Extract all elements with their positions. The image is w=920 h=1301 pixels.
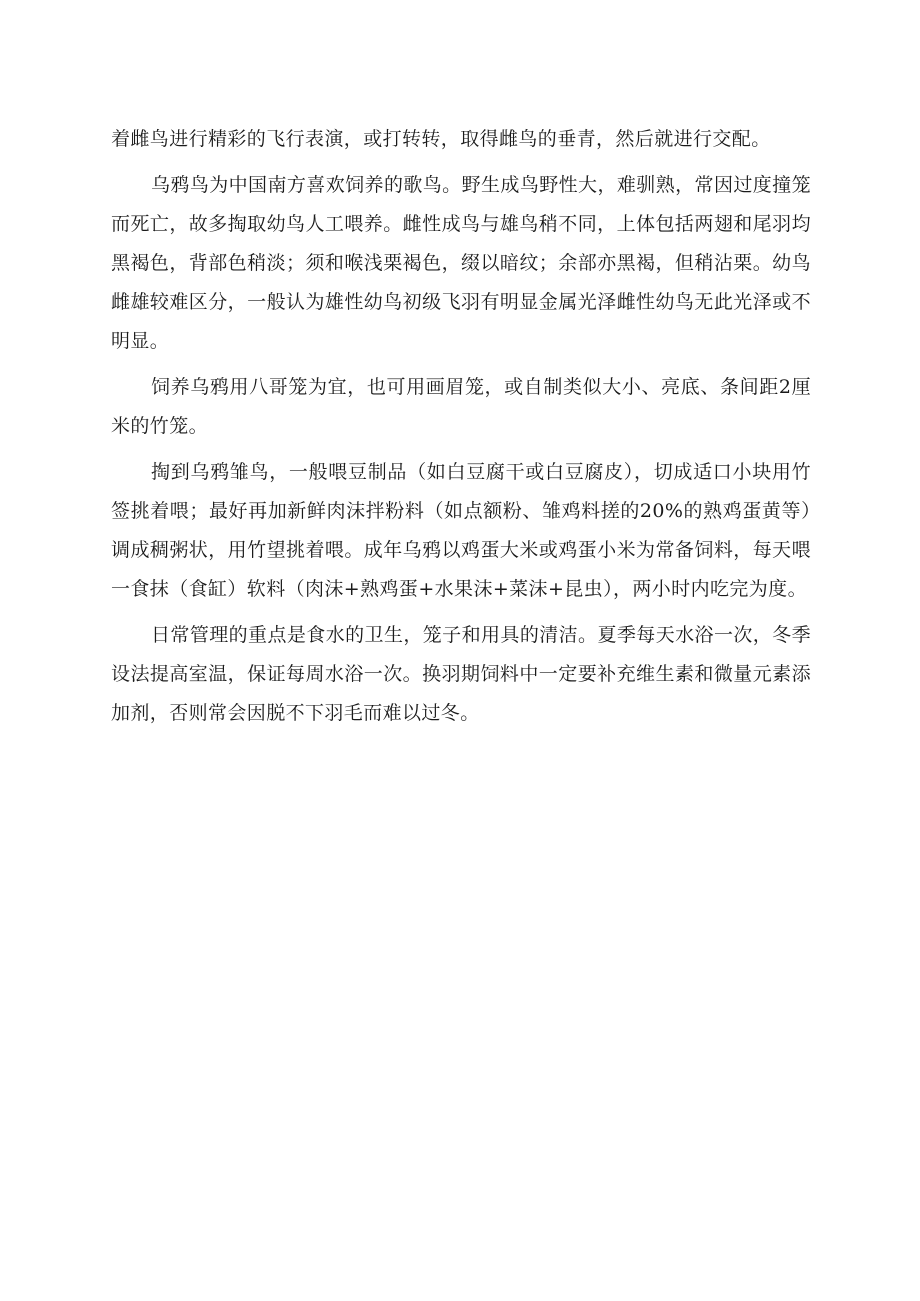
- paragraph-feeding: 掏到乌鸦雏鸟，一般喂豆制品（如白豆腐干或白豆腐皮），切成适口小块用竹签挑着喂；最好再加新鲜肉沫拌粉料（如点额粉、雏鸡料搓的20%的熟鸡蛋黄等）调成稠粥状，用竹望挑着喂。成年乌鸦以鸡蛋大米或鸡蛋小米为常备饲料，每天喂一食抹（食缸）软料（肉沫+熟鸡蛋+水果沫+菜沫+昆虫），两小时内吃完为度。: [111, 461, 811, 600]
- document-body: [111, 120, 811, 740]
- paragraph-daily-care: 日常管理的重点是食水的卫生，笼子和用具的清洁。夏季每天水浴一次，冬季设法提高室温，保证每周水浴一次。换羽期饲料中一定要补充维生素和微量元素添加剂，否则常会因脱不下羽毛而难以过冬。: [111, 624, 811, 724]
- paragraph-continuation: 着雌鸟进行精彩的飞行表演，或打转转，取得雌鸟的垂青，然后就进行交配。: [111, 128, 771, 150]
- paragraph-crow-description: 乌鸦鸟为中国南方喜欢饲养的歌鸟。野生成鸟野性大，难驯熟，常因过度撞笼而死亡，故多掏取幼鸟人工喂养。雌性成鸟与雄鸟稍不同，上体包括两翅和尾羽均黑褐色，背部色稍淡；须和喉浅栗褐色，缀以暗纹；余部亦黑褐，但稍沾栗。幼鸟雌雄较难区分，一般认为雄性幼鸟初级飞羽有明显金属光泽雌性幼鸟无此光泽或不明显。: [111, 174, 811, 352]
- paragraph-cage: 饲养乌鸦用八哥笼为宜，也可用画眉笼，或自制类似大小、亮底、条间距2厘米的竹笼。: [111, 376, 811, 437]
